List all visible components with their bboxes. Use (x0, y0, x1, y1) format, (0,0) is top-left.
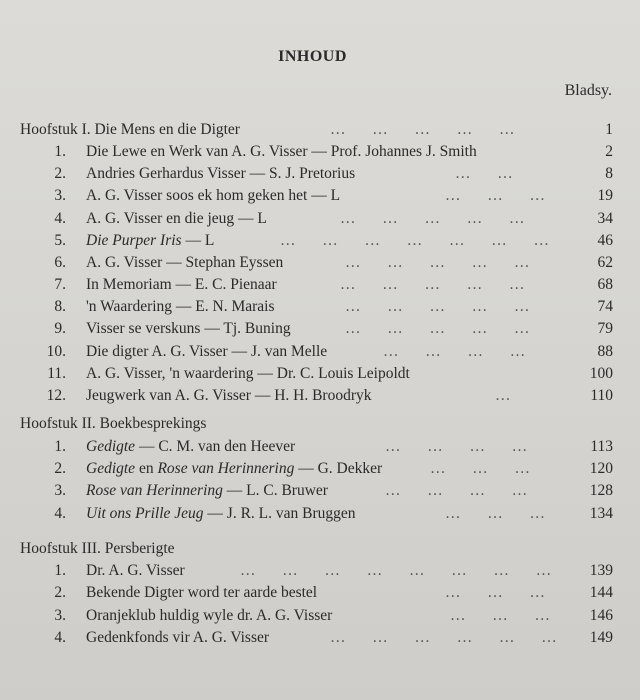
entry-conjunction: en (135, 460, 158, 477)
page-column-header: Bladsy. (564, 82, 612, 99)
entry-text (86, 436, 295, 458)
toc-entry (0, 560, 640, 582)
entry-text (86, 230, 214, 252)
leader-dots: … … … (445, 584, 546, 601)
page-number: 74 (597, 298, 613, 315)
entry-number: 2. (54, 165, 66, 182)
page-number: 34 (597, 210, 613, 227)
entry-text (86, 458, 382, 480)
page-number: 19 (597, 187, 613, 204)
toc-entry (0, 252, 640, 274)
entry-italic-title: Rose van Herinnering (86, 482, 223, 499)
leader-dots: … … … … … … … (280, 232, 550, 249)
leader-dots: … … … … (385, 438, 528, 455)
entry-number: 4. (54, 505, 66, 522)
toc-entry (0, 605, 640, 627)
leader-dots: … … … … … (345, 254, 530, 271)
leader-dots: … … … … (383, 343, 526, 360)
leader-dots: … … (455, 165, 514, 182)
toc-entry (0, 363, 640, 385)
toc-entry (0, 480, 640, 502)
toc-entry (0, 436, 640, 458)
toc-entry (0, 274, 640, 296)
toc-entry (0, 385, 640, 407)
leader-dots: … … … (450, 607, 551, 624)
leader-dots: … … … (445, 187, 546, 204)
entry-italic-title: Gedigte (86, 438, 136, 455)
entry-number: 5. (54, 232, 66, 249)
leader-dots: … … … (430, 460, 531, 477)
chapter-title: Hoofstuk II. Boekbesprekings (20, 415, 207, 432)
page-number: 120 (589, 460, 613, 477)
entry-italic-title: Die Purper Iris (86, 232, 182, 249)
toc-entry (0, 163, 640, 185)
entry-number: 3. (54, 482, 66, 499)
toc-entry (0, 627, 640, 649)
entry-number: 3. (54, 607, 66, 624)
chapter-heading-3 (0, 538, 640, 560)
entry-author: — L (181, 232, 215, 249)
page-number: 8 (605, 165, 613, 182)
entry-text: Bekende Digter word ter aarde bestel (86, 584, 318, 601)
toc-entry (0, 341, 640, 363)
entry-number: 2. (54, 584, 66, 601)
leader-dots: … (495, 387, 511, 404)
entry-author: — J. R. L. van Bruggen (203, 505, 356, 522)
leader-dots: … … … … … (340, 210, 525, 227)
toc-entry (0, 582, 640, 604)
entry-text: A. G. Visser en die jeug — L (86, 210, 267, 227)
chapter-title: Hoofstuk III. Persberigte (20, 540, 175, 557)
entry-number: 1. (54, 438, 66, 455)
page-number: 46 (597, 232, 613, 249)
entry-text: A. G. Visser, 'n waardering — Dr. C. Louis Leipoldt (86, 365, 410, 382)
page-number: 149 (589, 629, 613, 646)
entry-number: 2. (54, 460, 66, 477)
page-number: 144 (589, 584, 613, 601)
toc-entry (0, 503, 640, 525)
entry-italic-title: Uit ons Prille Jeug (86, 505, 204, 522)
toc-entry (0, 318, 640, 340)
page-number: 62 (597, 254, 613, 271)
toc-entry (0, 141, 640, 163)
page-number: 128 (589, 482, 613, 499)
page-number: 2 (605, 143, 613, 160)
entry-number: 9. (54, 320, 66, 337)
leader-dots: … … … … … (330, 121, 515, 138)
leader-dots: … … … … … (340, 276, 525, 293)
page-number: 88 (597, 343, 613, 360)
entry-number: 7. (54, 276, 66, 293)
leader-dots: … … … … … (345, 320, 530, 337)
entry-number: 11. (47, 365, 66, 382)
chapter-heading-1 (0, 119, 640, 141)
entry-text: In Memoriam — E. C. Pienaar (86, 276, 277, 293)
leader-dots: … … … … (385, 482, 528, 499)
page-number: 1 (605, 121, 613, 138)
entry-number: 4. (54, 629, 66, 646)
entry-italic-title: Rose van Herinnering (157, 460, 295, 477)
entry-italic-title: Gedigte (86, 460, 136, 477)
chapter-title: Hoofstuk I. Die Mens en die Digter (20, 121, 240, 138)
entry-number: 10. (46, 343, 66, 360)
entry-number: 4. (54, 210, 66, 227)
page-number: 110 (590, 387, 613, 404)
entry-number: 1. (54, 143, 66, 160)
entry-text: Die Lewe en Werk van A. G. Visser — Prof. Johannes J. Smith (86, 143, 477, 160)
page-number: 146 (589, 607, 613, 624)
toc-entry (0, 185, 640, 207)
entry-number: 6. (54, 254, 66, 271)
chapter-heading-2 (0, 413, 640, 435)
page-number: 113 (590, 438, 613, 455)
entry-number: 3. (54, 187, 66, 204)
page-number: 134 (589, 505, 613, 522)
entry-author: — G. Dekker (294, 460, 383, 477)
entry-text: Andries Gerhardus Visser — S. J. Pretorius (86, 165, 356, 182)
leader-dots: … … … … … … … … (240, 562, 552, 579)
entry-number: 12. (46, 387, 66, 404)
entry-author: — L. C. Bruwer (222, 482, 328, 499)
toc-entry (0, 458, 640, 480)
leader-dots: … … … … … … (330, 629, 558, 646)
entry-text (86, 503, 356, 525)
entry-text: Visser se verskuns — Tj. Buning (86, 320, 291, 337)
leader-dots: … … … (445, 505, 546, 522)
page-number: 139 (589, 562, 613, 579)
entry-text: Gedenkfonds vir A. G. Visser (86, 629, 270, 646)
toc-entry (0, 230, 640, 252)
leader-dots: … … … … … (345, 298, 530, 315)
toc-entry (0, 296, 640, 318)
entry-text: A. G. Visser — Stephan Eyssen (86, 254, 284, 271)
entry-text (86, 480, 328, 502)
page-title: INHOUD (278, 48, 347, 65)
page-number: 68 (597, 276, 613, 293)
entry-text: 'n Waardering — E. N. Marais (86, 298, 275, 315)
entry-text: Jeugwerk van A. G. Visser — H. H. Broodryk (86, 387, 372, 404)
entry-text: A. G. Visser soos ek hom geken het — L (86, 187, 341, 204)
entry-text: Oranjeklub huldig wyle dr. A. G. Visser (86, 607, 333, 624)
entry-author: — C. M. van den Heever (135, 438, 296, 455)
page-number: 79 (597, 320, 613, 337)
entry-text: Die digter A. G. Visser — J. van Melle (86, 343, 328, 360)
page-number: 100 (589, 365, 613, 382)
entry-number: 8. (54, 298, 66, 315)
entry-number: 1. (54, 562, 66, 579)
toc-entry (0, 208, 640, 230)
entry-text: Dr. A. G. Visser (86, 562, 185, 579)
